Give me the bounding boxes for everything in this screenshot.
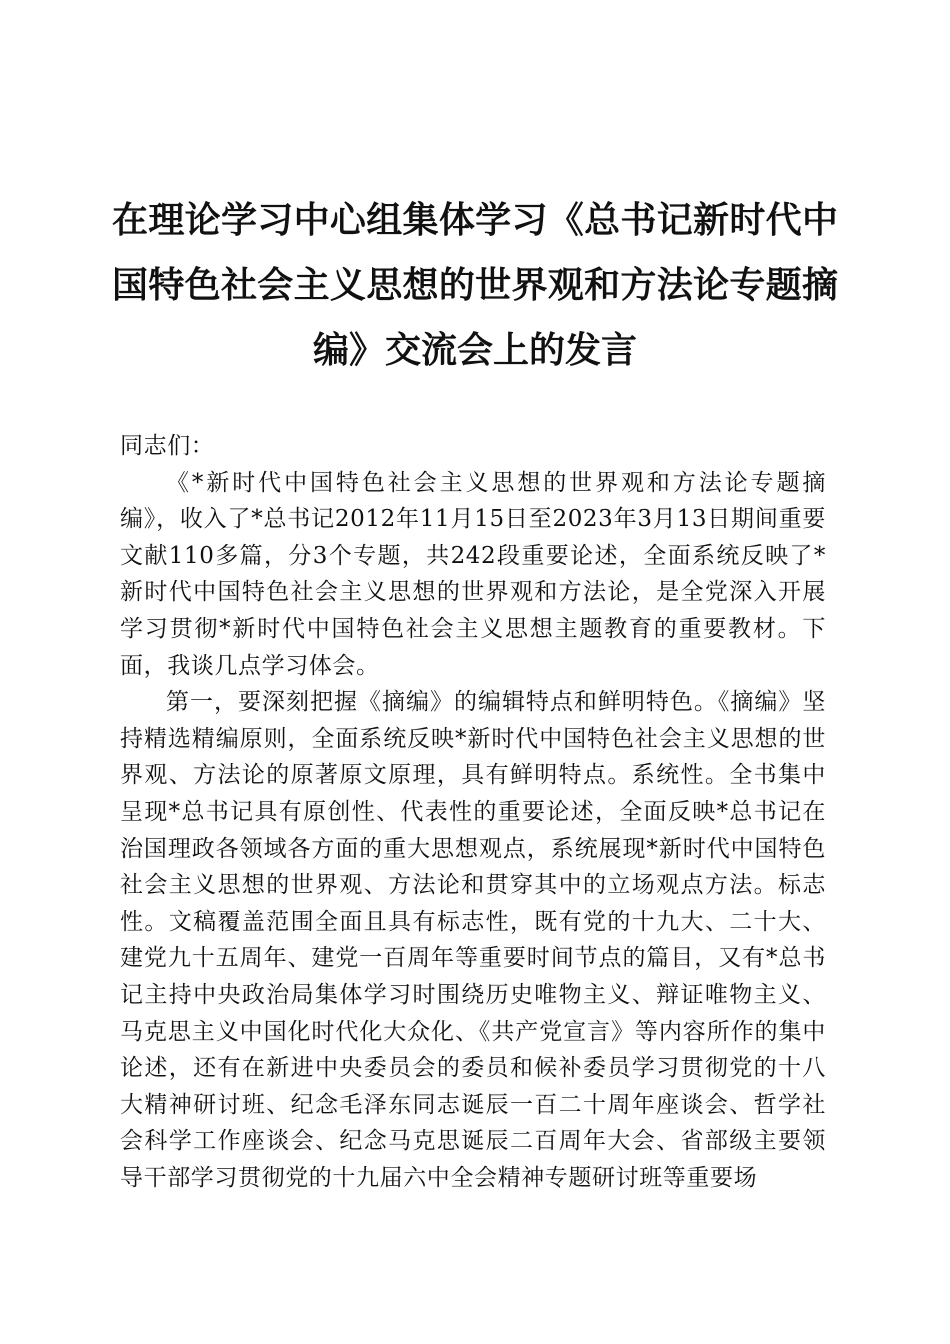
document-body: [120, 428, 826, 1196]
paragraph-first-point: 第一，要深刻把握《摘编》的编辑特点和鲜明特色。《摘编》坚持精选精编原则，全面系统反映*新时代中国特色社会主义思想的世界观、方法论的原著原文原理，具有鲜明特点。系统性。全书集中呈现*总书记具有原创性、代表性的重要论述，全面反映*总书记在治国理政各领域各方面的重大思想观点，系统展现*新时代中国特色社会主义思想的世界观、方法论和贯穿其中的立场观点方法。标志性。文稿覆盖范围全面且具有标志性，既有党的十九大、二十大、建党九十五周年、建党一百周年等重要时间节点的篇目，又有*总书记主持中央政治局集体学习时围绕历史唯物主义、辩证唯物主义、马克思主义中国化时代化大众化、《共产党宣言》等内容所作的集中论述，还有在新进中央委员会的委员和候补委员学习贯彻党的十八大精神研讨班、纪念毛泽东同志诞辰一百二十周年座谈会、哲学社会科学工作座谈会、纪念马克思诞辰二百周年大会、省部级主要领导干部学习贯彻党的十九届六中全会精神专题研讨班等重要场: [120, 689, 826, 1191]
paragraph-intro: 《*新时代中国特色社会主义思想的世界观和方法论专题摘编》，收入了*总书记2012年11月15日至2023年3月13日期间重要文献110多篇，分3个专题，共242段重要论述，全面系统反映了*新时代中国特色社会主义思想的世界观和方法论，是全党深入开展学习贯彻*新时代中国特色社会主义思想主题教育的重要教材。下面，我谈几点学习体会。: [120, 469, 826, 679]
salutation: 同志们：: [120, 433, 215, 459]
document-title: 在理论学习中心组集体学习《总书记新时代中国特色社会主义思想的世界观和方法论专题摘编》交流会上的发言: [112, 199, 838, 371]
